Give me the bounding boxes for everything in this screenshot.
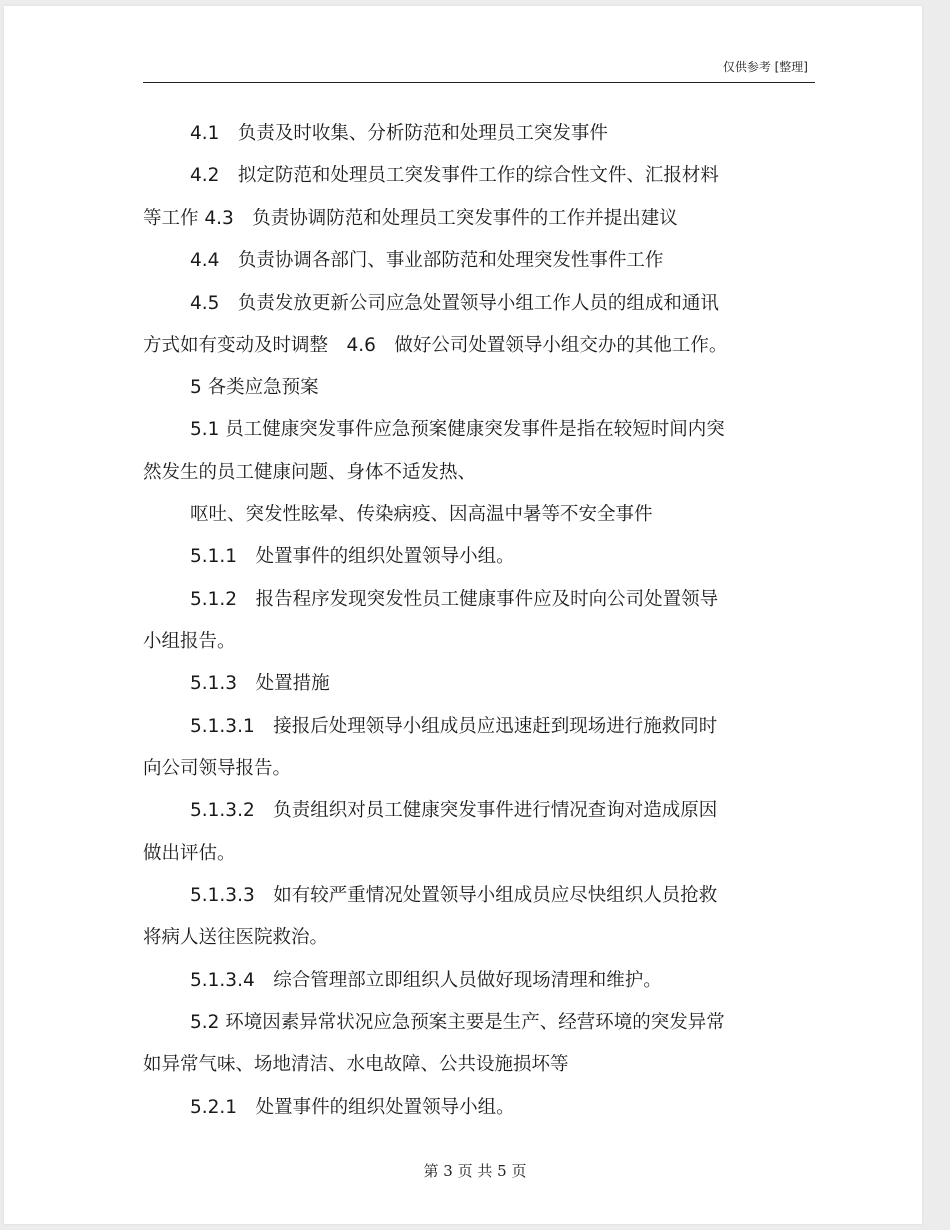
text-line: 4.1 负责及时收集、分析防范和处理员工突发事件: [190, 123, 608, 144]
document-page: [4, 6, 922, 1224]
text-line: 向公司领导报告。: [143, 758, 292, 779]
header-rule: [143, 82, 815, 83]
text-line: 5.1.2 报告程序发现突发性员工健康事件应及时向公司处置领导: [190, 589, 719, 610]
text-line: 5.2.1 处置事件的组织处置领导小组。: [190, 1097, 515, 1118]
text-line: 4.5 负责发放更新公司应急处置领导小组工作人员的组成和通讯: [190, 293, 719, 314]
text-line: 5.1.3.4 综合管理部立即组织人员做好现场清理和维护。: [190, 970, 662, 991]
header-note: 仅供参考 [整理]: [722, 60, 808, 74]
text-line: 然发生的员工健康问题、身体不适发热、: [143, 462, 477, 483]
text-line: 如异常气味、场地清洁、水电故障、公共设施损坏等: [143, 1054, 569, 1075]
text-line: 小组报告。: [143, 631, 236, 652]
text-line: 5 各类应急预案: [190, 377, 319, 398]
text-line: 5.1.3.1 接报后处理领导小组成员应迅速赶到现场进行施救同时: [190, 716, 718, 737]
text-line: 做出评估。: [143, 843, 236, 864]
text-line: 5.1.1 处置事件的组织处置领导小组。: [190, 546, 515, 567]
text-line: 将病人送往医院救治。: [143, 927, 329, 948]
text-line: 5.1 员工健康突发事件应急预案健康突发事件是指在较短时间内突: [190, 419, 725, 440]
text-line: 方式如有变动及时调整 4.6 做好公司处置领导小组交办的其他工作。: [143, 335, 728, 356]
page-number-footer: 第 3 页 共 5 页: [423, 1162, 527, 1180]
text-line: 5.1.3.2 负责组织对员工健康突发事件进行情况查询对造成原因: [190, 800, 718, 821]
text-line: 等工作 4.3 负责协调防范和处理员工突发事件的工作并提出建议: [143, 208, 678, 229]
text-line: 呕吐、突发性眩晕、传染病疫、因高温中暑等不安全事件: [190, 504, 653, 525]
text-line: 5.1.3.3 如有较严重情况处置领导小组成员应尽快组织人员抢救: [190, 885, 718, 906]
text-line: 4.2 拟定防范和处理员工突发事件工作的综合性文件、汇报材料: [190, 165, 719, 186]
text-line: 5.1.3 处置措施: [190, 673, 330, 694]
text-line: 5.2 环境因素异常状况应急预案主要是生产、经营环境的突发异常: [190, 1012, 725, 1033]
text-line: 4.4 负责协调各部门、事业部防范和处理突发性事件工作: [190, 250, 664, 271]
